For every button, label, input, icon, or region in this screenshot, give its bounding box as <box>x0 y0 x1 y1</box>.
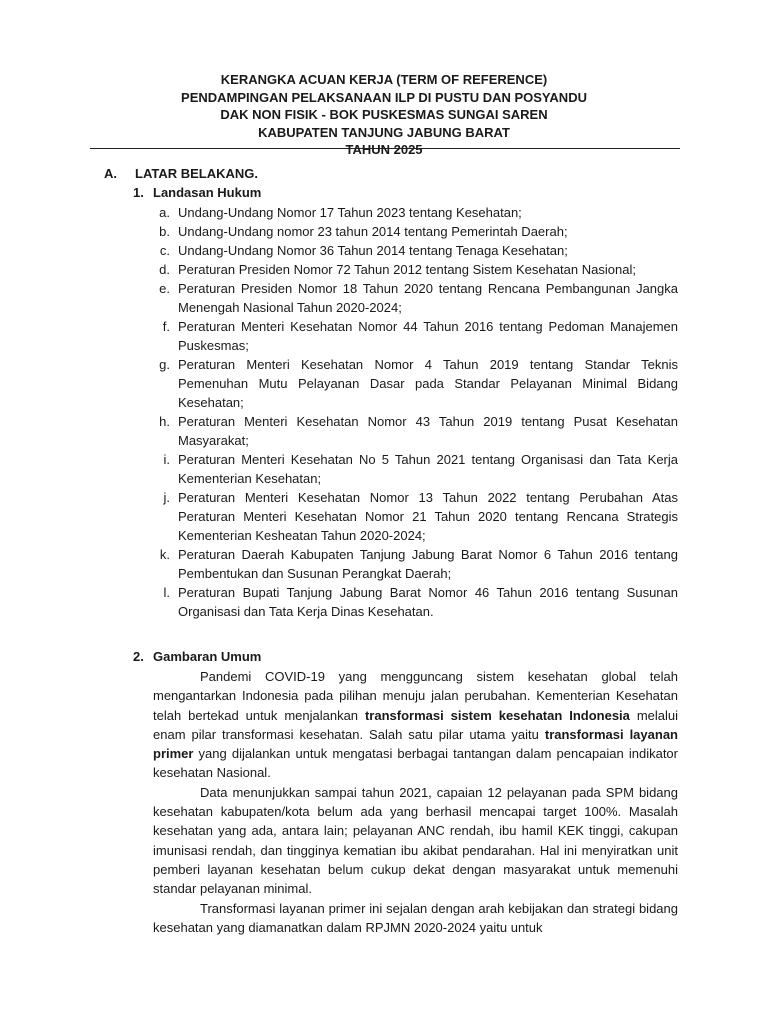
subheading-number: 1. <box>133 185 144 200</box>
paragraph-text: Pandemi COVID-19 yang mengguncang sistem kesehatan global telah mengantarkan Indonesia pada pilihan menuju jalan perubahan. Kementerian Kesehatan telah bertekad untuk menjalankan <box>153 669 678 723</box>
list-marker: e. <box>159 281 170 296</box>
list-item <box>150 545 678 583</box>
list-marker: i. <box>163 452 170 467</box>
list-marker: f. <box>162 319 170 334</box>
section-title: LATAR BELAKANG. <box>135 166 259 181</box>
title-line-3: DAK NON FISIK - BOK PUSKESMAS SUNGAI SAREN <box>220 107 548 123</box>
list-item <box>150 450 678 488</box>
list-marker: h. <box>159 414 170 429</box>
document-title <box>90 71 678 159</box>
list-item-text: Peraturan Presiden Nomor 72 Tahun 2012 tentang Sistem Kesehatan Nasional; <box>178 262 636 277</box>
subheading-title: Gambaran Umum <box>153 649 262 664</box>
list-item-text: Undang-Undang Nomor 36 Tahun 2014 tentang Tenaga Kesehatan; <box>178 243 568 258</box>
paragraph-3: Transformasi layanan primer ini sejalan dengan arah kebijakan dan strategi bidang kesehatan yang diamanatkan dalam RPJMN 2020-2024 yaitu untuk <box>153 900 678 935</box>
list-item-text: Peraturan Menteri Kesehatan Nomor 44 Tahun 2016 tentang Pedoman Manajemen Puskesmas; <box>178 319 678 353</box>
legal-basis-list <box>150 203 678 621</box>
paragraph-2: Data menunjukkan sampai tahun 2021, capaian 12 pelayanan pada SPM bidang kesehatan kabupaten/kota belum ada yang berhasil mencapai target 100%. Masalah kesehatan yang ada, antara lain; pelayanan ANC rendah, ibu hamil KEK tinggi, cakupan imunisasi rendah, dan tingginya kematian ibu akibat pendarahan. Hal ini menyiratkan unit pemberi layanan kesehatan belum cukup dekat dengan masyarakat untuk memenuhi standar pelayanan minimal. <box>153 784 678 897</box>
list-item-text: Peraturan Menteri Kesehatan Nomor 4 Tahun 2019 tentang Standar Teknis Pemenuhan Mutu Pelayanan Dasar pada Standar Pelayanan Minimal Bidang Kesehatan; <box>178 357 678 410</box>
list-marker: c. <box>159 243 170 258</box>
list-item <box>150 279 678 317</box>
list-item <box>150 260 678 279</box>
list-item-text: Peraturan Bupati Tanjung Jabung Barat Nomor 46 Tahun 2016 tentang Susunan Organisasi dan Tata Kerja Dinas Kesehatan. <box>178 585 678 619</box>
section-letter: A. <box>104 166 117 181</box>
list-marker: l. <box>163 585 170 600</box>
list-item-text: Undang-Undang nomor 23 tahun 2014 tentang Pemerintah Daerah; <box>178 224 568 239</box>
list-item <box>150 203 678 222</box>
list-item-text: Peraturan Menteri Kesehatan No 5 Tahun 2021 tentang Organisasi dan Tata Kerja Kementerian Kesehatan; <box>178 452 678 486</box>
list-item <box>150 412 678 450</box>
list-marker: b. <box>159 224 170 239</box>
list-item-text: Undang-Undang Nomor 17 Tahun 2023 tentang Kesehatan; <box>178 205 522 220</box>
list-item <box>150 583 678 621</box>
title-line-1: KERANGKA ACUAN KERJA (TERM OF REFERENCE) <box>220 72 548 87</box>
subheading-title: Landasan Hukum <box>153 185 262 200</box>
gambaran-umum-body <box>153 667 678 937</box>
list-item <box>150 241 678 260</box>
title-line-5: TAHUN 2025 <box>345 142 423 158</box>
list-item <box>150 488 678 545</box>
list-marker: g. <box>159 357 170 372</box>
list-marker: d. <box>159 262 170 277</box>
list-item-text: Peraturan Presiden Nomor 18 Tahun 2020 tentang Rencana Pembangunan Jangka Menengah Nasional Tahun 2020-2024; <box>178 281 678 315</box>
list-item <box>150 317 678 355</box>
list-marker: j. <box>163 490 170 505</box>
list-item-text: Peraturan Daerah Kabupaten Tanjung Jabung Barat Nomor 6 Tahun 2016 tentang Pembentukan dan Susunan Perangkat Daerah; <box>178 547 678 581</box>
bold-phrase: transformasi sistem kesehatan Indonesia <box>364 707 630 723</box>
list-marker: k. <box>159 547 170 562</box>
list-item-text: Peraturan Menteri Kesehatan Nomor 43 Tahun 2019 tentang Pusat Kesehatan Masyarakat; <box>178 414 678 448</box>
list-item-text: Peraturan Menteri Kesehatan Nomor 13 Tahun 2022 tentang Perubahan Atas Peraturan Menteri Kesehatan Nomor 21 Tahun 2020 tentang Rencana Strategis Kementerian Kesheatan Tahun 2020-2024; <box>178 490 678 543</box>
list-item <box>150 355 678 412</box>
bold-phrase: transformasi layanan primer <box>153 726 678 762</box>
list-marker: a. <box>159 205 170 220</box>
paragraph-text: melalui enam pilar transformasi kesehatan. Salah satu pilar utama yaitu <box>153 707 679 742</box>
title-divider <box>90 148 680 149</box>
paragraph-1 <box>153 667 678 783</box>
paragraph-text: yang dijalankan untuk mengatasi berbagai tantangan dalam pencapaian indikator kesehatan Nasional. <box>153 746 678 781</box>
title-line-4: KABUPATEN TANJUNG JABUNG BARAT <box>258 124 510 140</box>
subheading-number: 2. <box>133 649 144 664</box>
list-item <box>150 222 678 241</box>
title-line-2: PENDAMPINGAN PELAKSANAAN ILP DI PUSTU DAN POSYANDU <box>181 89 587 105</box>
